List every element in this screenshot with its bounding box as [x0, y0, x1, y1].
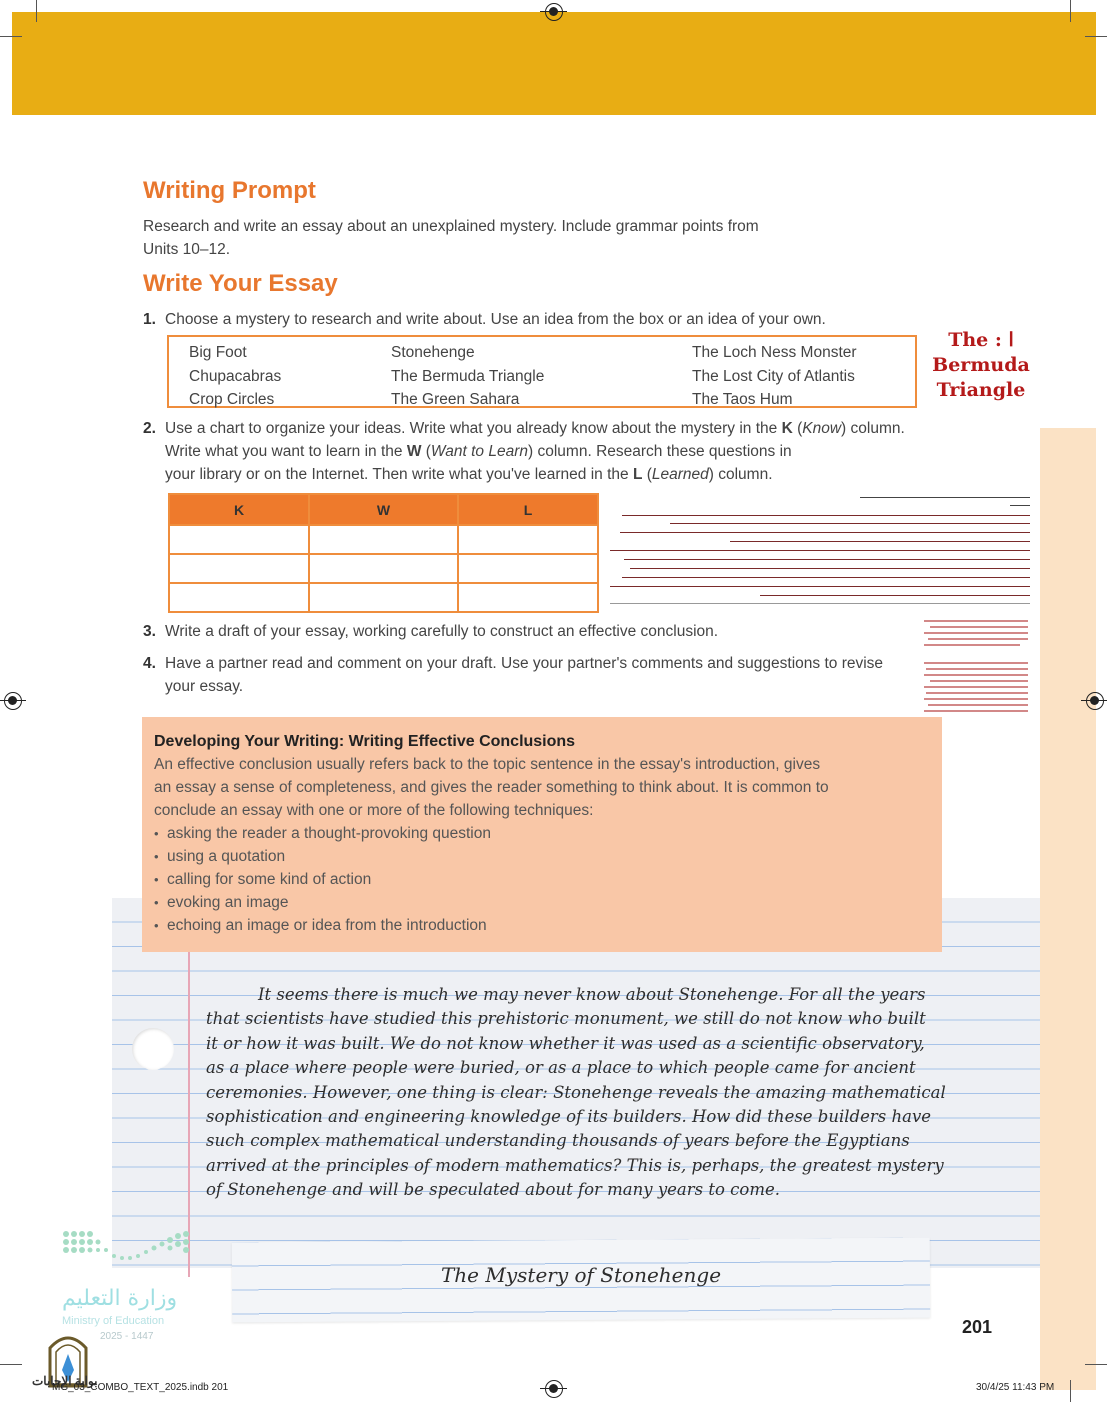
technique-item: • evoking an image	[154, 891, 930, 914]
step-text: Choose a mystery to research and write about. Use an idea from the box or an idea of your own.	[165, 311, 826, 328]
developing-writing-box	[142, 717, 942, 952]
step-2-line-2	[143, 440, 973, 463]
side-note-line: Triangle	[936, 379, 1026, 401]
paragraph-line: of Stonehenge and will be speculated about for many years to come.	[206, 1180, 781, 1200]
technique-item: • calling for some kind of action	[154, 868, 930, 891]
thumbnail-text-line	[610, 603, 1030, 604]
page-number: 201	[962, 1317, 993, 1337]
step-text: ) column.	[841, 420, 905, 437]
kwl-header-w: W	[309, 494, 458, 525]
idea-item: The Loch Ness Monster	[692, 344, 857, 361]
thumbnail-text-line	[620, 532, 1030, 533]
idea-box	[167, 335, 917, 408]
paragraph-line: It seems there is much we may never know about Stonehenge. For all the years	[258, 985, 926, 1004]
step-text: (	[421, 443, 431, 460]
techniques-list	[154, 822, 930, 937]
registration-mark	[4, 692, 22, 710]
developing-text-line: An effective conclusion usually refers back to the topic sentence in the essay's introduction, gives	[154, 756, 821, 773]
step-3	[143, 620, 718, 643]
writing-prompt-line: Research and write an essay about an unexplained mystery. Include grammar points from	[143, 218, 759, 235]
ministry-year: 2025 - 1447	[100, 1331, 154, 1342]
kwl-cell[interactable]	[458, 583, 598, 612]
bermuda-side-note	[925, 328, 1037, 403]
thumbnail-text-line	[610, 586, 1030, 587]
developing-title: Developing Your Writing: Writing Effective Conclusions	[154, 733, 576, 750]
crop-mark	[1085, 1364, 1107, 1365]
registration-mark	[1086, 692, 1104, 710]
crop-mark	[1070, 0, 1071, 22]
kwl-header-k: K	[169, 494, 309, 525]
crop-mark	[1070, 1380, 1071, 1402]
step-text: L	[632, 466, 643, 483]
step-text: ) column.	[708, 466, 773, 483]
kwl-cell[interactable]	[458, 525, 598, 554]
notebook-hole	[132, 1028, 174, 1070]
site-watermark: بوابة الإجابات	[32, 1374, 98, 1388]
idea-item: Crop Circles	[189, 391, 275, 408]
step-text: (	[642, 466, 652, 483]
step-number: 4.	[143, 655, 156, 672]
idea-item: The Green Sahara	[391, 391, 520, 408]
writing-prompt-heading: Writing Prompt	[143, 177, 316, 204]
write-essay-heading: Write Your Essay	[143, 270, 338, 297]
thumbnail-text-line	[622, 577, 1030, 578]
step-text: Use a chart to organize your ideas. Write what you already know about the mystery in the	[165, 420, 782, 437]
thumbnail-text-line	[622, 515, 1030, 516]
step-2-line-3	[143, 463, 973, 486]
kwl-header-l: L	[458, 494, 598, 525]
step-text: Write what you want to learn in the	[165, 443, 407, 460]
step-text: your library or on the Internet. Then write what you've learned in the	[165, 466, 633, 483]
idea-item: The Lost City of Atlantis	[692, 367, 855, 385]
idea-item: The Taos Hum	[692, 391, 793, 408]
ministry-arabic-name: وزارة التعليم	[62, 1286, 178, 1311]
step-text: your essay.	[165, 678, 244, 695]
idea-column-2	[391, 341, 544, 412]
crop-mark	[36, 0, 37, 22]
writing-prompt-text	[143, 215, 759, 261]
step-text: Learned	[651, 466, 709, 483]
ministry-logo-dots	[60, 1228, 200, 1278]
step-4	[143, 652, 963, 698]
thumbnail-text-line	[1010, 505, 1030, 506]
thumbnail-text-line	[610, 550, 1030, 551]
paragraph-line: sophistication and engineering knowledge of its builders. How did these builders have	[206, 1107, 932, 1127]
step-number: 2.	[143, 420, 156, 437]
kwl-cell[interactable]	[309, 554, 458, 583]
paragraph-line: that scientists have studied this prehistoric monument, we still do not know who built	[206, 1009, 926, 1029]
thumbnail-text-line	[670, 523, 1030, 524]
step-text: Know	[802, 420, 842, 437]
paragraph-line: ceremonies. However, one thing is clear: Stonehenge reveals the amazing mathematical	[206, 1082, 946, 1102]
thumbnail-text-line	[630, 568, 1030, 569]
idea-item: The Bermuda Triangle	[391, 367, 545, 385]
sample-kwl-thumbnail	[610, 491, 1032, 605]
idea-item: Stonehenge	[391, 344, 475, 361]
step-2-line-1	[143, 417, 973, 440]
step-2	[143, 417, 973, 486]
paragraph-line: such complex mathematical understanding thousands of years before the Egyptians	[206, 1131, 910, 1151]
crop-mark	[1085, 36, 1107, 37]
side-note-line: The : ا	[948, 329, 1014, 351]
kwl-cell[interactable]	[169, 525, 309, 554]
kwl-cell[interactable]	[309, 525, 458, 554]
kwl-cell[interactable]	[458, 554, 598, 583]
footer-timestamp: 30/4/25 11:43 PM	[976, 1382, 1055, 1393]
kwl-chart	[168, 493, 599, 613]
developing-text-line: conclude an essay with one or more of the following techniques:	[154, 802, 594, 819]
footer-file-info: MG_03_COMBO_TEXT_2025.indb 201	[52, 1382, 229, 1393]
technique-item: • using a quotation	[154, 845, 930, 868]
idea-item: Big Foot	[189, 344, 247, 361]
ministry-english-name: Ministry of Education	[62, 1315, 165, 1327]
thumbnail-text-line	[760, 595, 1030, 596]
kwl-cell[interactable]	[169, 554, 309, 583]
crop-mark	[0, 1364, 22, 1365]
developing-text-line: an essay a sense of completeness, and gives the reader something to think about. It is common to	[154, 779, 829, 796]
right-margin-strip	[1040, 428, 1096, 1390]
registration-mark	[545, 1380, 563, 1398]
registration-mark	[545, 3, 563, 21]
paragraph-line: as a place where people were buried, or as a place to which people came for ancient	[206, 1058, 916, 1078]
kwl-cell[interactable]	[169, 583, 309, 612]
step-text: W	[406, 443, 422, 460]
side-note-line: Bermuda	[932, 354, 1030, 376]
idea-column-3	[692, 341, 857, 412]
technique-item: • asking the reader a thought-provoking question	[154, 822, 930, 845]
step-4-line-1	[143, 652, 963, 675]
step-text: (	[792, 420, 803, 437]
paragraph-line: arrived at the principles of modern mathematics? This is, perhaps, the greatest mystery	[206, 1155, 944, 1175]
idea-item: Chupacabras	[189, 367, 282, 385]
model-paragraph	[206, 983, 946, 1203]
step-text: Want to Learn	[430, 443, 529, 460]
step-text: ) column. Research these questions in	[528, 443, 792, 460]
technique-item: • echoing an image or idea from the introduction	[154, 914, 930, 937]
essay-title: The Mystery of Stonehenge	[440, 1263, 722, 1287]
top-color-band	[12, 12, 1096, 115]
paragraph-line: it or how it was built. We do not know whether it was used as a scientific observatory,	[206, 1033, 925, 1053]
step-1	[143, 308, 826, 331]
thumbnail-text-line	[730, 541, 1030, 542]
step-text: Write a draft of your essay, working carefully to construct an effective conclusion.	[165, 623, 719, 640]
step-number: 1.	[143, 311, 156, 328]
thumbnail-text-line	[624, 559, 1030, 560]
kwl-cell[interactable]	[309, 583, 458, 612]
writing-prompt-line: Units 10–12.	[143, 241, 231, 258]
step-text: K	[781, 420, 793, 437]
step-text: Have a partner read and comment on your draft. Use your partner's comments and suggestions to revise	[165, 655, 884, 672]
step-number: 3.	[143, 623, 156, 640]
thumbnail-text-line	[860, 497, 1030, 498]
idea-column-1	[189, 341, 281, 412]
crop-mark	[0, 36, 22, 37]
